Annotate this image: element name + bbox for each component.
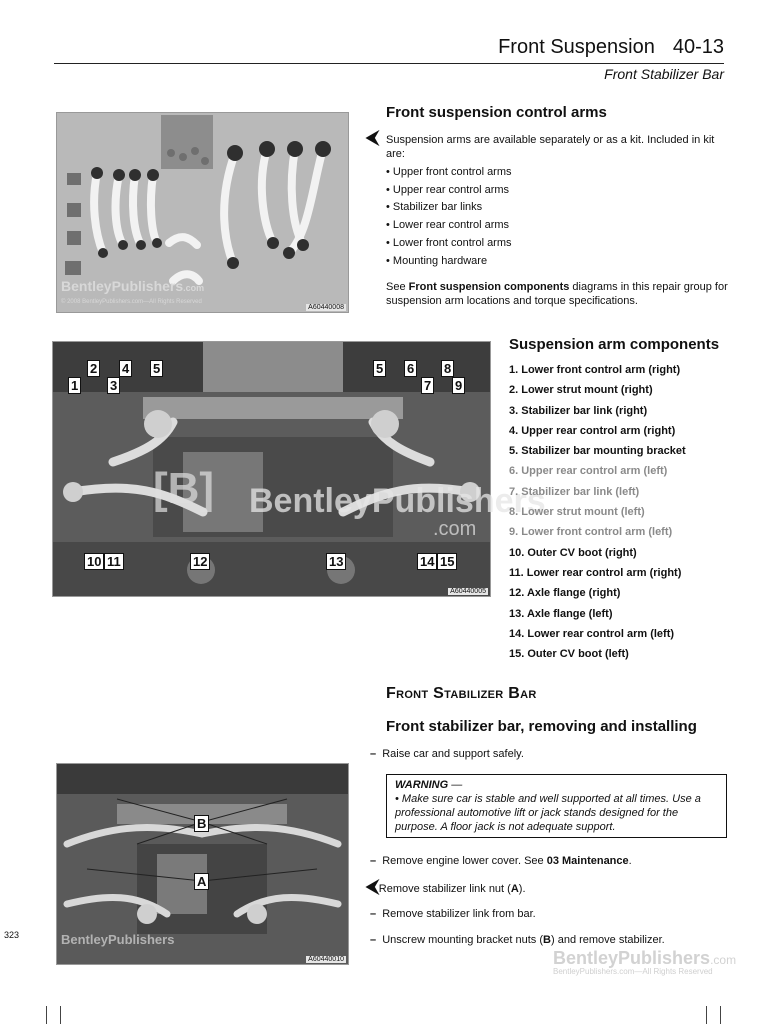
dash-icon: – <box>370 855 383 867</box>
watermark-text: BentleyPublishers <box>249 482 546 520</box>
list-item: • Lower rear control arms <box>386 219 510 232</box>
callout-label: 5 <box>373 360 386 377</box>
label-a: A <box>194 873 209 890</box>
photo-watermark: BentleyPublishers <box>61 932 175 947</box>
label-b: B <box>194 815 209 832</box>
photo-watermark-small: .com <box>433 518 477 540</box>
step-remove-cover <box>370 854 632 868</box>
step-text: Remove stabilizer link nut ( <box>378 883 511 895</box>
list-item: 3. Stabilizer bar link (right) <box>509 404 648 417</box>
list-item: 15. Outer CV boot (left) <box>509 648 629 661</box>
components-legend-list <box>509 360 686 664</box>
callout-label: 3 <box>107 377 120 394</box>
footer-brand <box>553 948 736 969</box>
list-item: • Upper rear control arms <box>386 183 510 196</box>
note-text: See <box>386 281 409 293</box>
page-number-header: 40-13 <box>672 36 724 58</box>
list-item: 13. Axle flange (left) <box>509 607 613 620</box>
photo-watermark <box>61 278 204 294</box>
callout-label: 14 <box>417 553 437 570</box>
warning-dash: — <box>448 779 463 791</box>
warning-label: WARNING <box>395 779 449 791</box>
kit-reference-note <box>386 280 731 308</box>
footer-brand-small: .com <box>710 953 737 967</box>
step-unscrew-bracket <box>370 933 665 947</box>
step-raise-car <box>370 747 524 761</box>
header-title: Front Suspension <box>498 36 655 58</box>
photo-code: A60440005 <box>450 588 486 595</box>
subheading-removing-installing: Front stabilizer bar, removing and installing <box>386 718 697 735</box>
crop-mark <box>60 1006 61 1024</box>
callout-label: 2 <box>87 360 100 377</box>
step-text: Unscrew mounting bracket nuts ( <box>382 934 544 946</box>
list-item: 5. Stabilizer bar mounting bracket <box>509 445 686 458</box>
list-item: 12. Axle flange (right) <box>509 587 621 600</box>
step-text: Remove stabilizer link from bar. <box>382 908 536 920</box>
list-item: 11. Lower rear control arm (right) <box>509 566 682 579</box>
suspension-components-photo <box>52 341 546 597</box>
callout-label: 11 <box>104 553 124 570</box>
step-text: Remove engine lower cover. See <box>382 855 547 867</box>
note-text: diagrams in this repair group for suspension arm locations and torque specifications. <box>386 281 728 307</box>
crop-mark <box>720 1006 721 1024</box>
list-item: • Mounting hardware <box>386 254 488 267</box>
list-item: 7. Stabilizer bar link (left) <box>509 485 640 498</box>
callout-label: 4 <box>119 360 132 377</box>
crop-mark <box>46 1006 47 1024</box>
step-remove-link-nut <box>366 876 526 896</box>
callout-label: 1 <box>68 377 81 394</box>
step-reference: B <box>543 934 551 946</box>
step-text: Raise car and support safely. <box>382 748 524 760</box>
list-item: • Stabilizer bar links <box>386 201 483 214</box>
dash-icon: – <box>370 748 383 760</box>
stabilizer-bar-photo <box>56 763 349 965</box>
callout-label: 10 <box>84 553 104 570</box>
note-link: Front suspension components <box>408 281 570 293</box>
control-arm-kit-photo <box>56 112 349 313</box>
kit-contents-list <box>386 164 512 270</box>
photo-watermark-logo: [B] <box>153 464 215 513</box>
list-item: 14. Lower rear control arm (left) <box>509 627 675 640</box>
callout-label: 15 <box>437 553 457 570</box>
callout-label: 5 <box>150 360 163 377</box>
arrow-pointer-icon: ⮜ <box>366 127 379 147</box>
kit-intro-text: Suspension arms are available separately or as a kit. Included in kit are: <box>386 134 715 160</box>
list-item: 1. Lower front control arm (right) <box>509 364 681 376</box>
step-text: ) and remove stabilizer. <box>550 934 665 946</box>
list-item: 2. Lower strut mount (right) <box>509 384 653 397</box>
header-subtitle: Front Stabilizer Bar <box>604 66 724 82</box>
step-reference: 03 Maintenance <box>546 855 629 867</box>
callout-label: 13 <box>326 553 346 570</box>
dash-icon: – <box>370 934 383 946</box>
section-heading-stabilizer-bar: Front Stabilizer Bar <box>386 685 537 702</box>
list-item: 8. Lower strut mount (left) <box>509 506 645 519</box>
section-heading-arm-components: Suspension arm components <box>509 336 720 353</box>
step-text: ). <box>518 883 526 895</box>
callout-label: 8 <box>441 360 454 377</box>
callout-label: 6 <box>404 360 417 377</box>
arrow-pointer-icon: ⮜ <box>366 876 379 896</box>
list-item: 9. Lower front control arm (left) <box>509 526 673 539</box>
crop-mark <box>706 1006 707 1024</box>
dash-icon: – <box>370 908 383 920</box>
footer-rights: BentleyPublishers.com—All Rights Reserved <box>553 967 713 976</box>
list-item: 4. Upper rear control arm (right) <box>509 424 676 437</box>
header-rule <box>54 63 724 64</box>
list-item: • Upper front control arms <box>386 166 512 178</box>
warning-title <box>395 778 718 792</box>
list-item: 6. Upper rear control arm (left) <box>509 465 668 478</box>
footer-brand-text: BentleyPublishers <box>553 948 711 968</box>
warning-box <box>386 774 727 838</box>
page-number: 323 <box>4 930 20 940</box>
watermark-small: .com <box>183 283 205 293</box>
callout-label: 7 <box>421 377 434 394</box>
step-remove-link <box>370 907 536 921</box>
warning-text: • Make sure car is stable and well supported at all times. Use a professional automotive lift or jack stands designed for the purpose. A floor jack is not adequate support. <box>395 793 701 833</box>
step-text: . <box>628 855 632 867</box>
section-heading-control-arms: Front suspension control arms <box>386 104 607 121</box>
page-header-title <box>498 36 724 59</box>
callout-label: 9 <box>452 377 465 394</box>
photo-code: A60440010 <box>308 956 344 963</box>
list-item: • Lower front control arms <box>386 236 512 249</box>
photo-copyright: © 2008 BentleyPublishers.com—All Rights Reserved <box>61 299 202 305</box>
photo-code: A60440008 <box>308 304 344 311</box>
watermark-text: BentleyPublishers <box>61 278 184 294</box>
callout-label: 12 <box>190 553 210 570</box>
list-item: 10. Outer CV boot (right) <box>509 546 637 559</box>
photo-watermark <box>249 482 546 521</box>
step-reference: A <box>510 883 519 895</box>
